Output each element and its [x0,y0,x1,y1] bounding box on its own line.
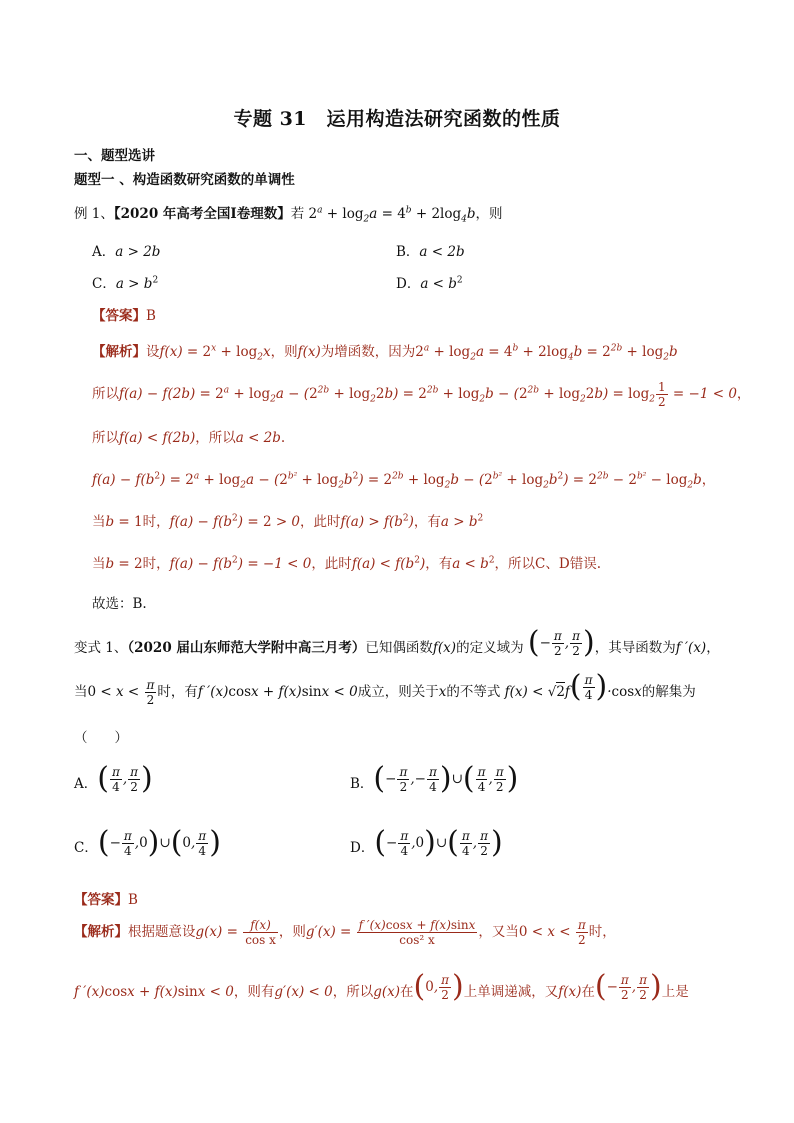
example1-label: 例 1、 [74,206,114,222]
variant1-line1: 变式 1、（2020 届山东师范大学附中高三月考）已知偶函数f(x)的定义域为 ( − $\frac{\pi}{2}$ , $\frac{\pi}{2}$ ) ，其导函数为f ′(x)， [74,625,720,660]
example1-analysis-line3: 所以f(a) < f(2b)，所以a < 2b. [92,430,286,446]
example1-equation: $2^a + \log_2a = 4^b + 2\log_4b$ [308,205,476,225]
example1-option-b: B．a < 2b [396,244,465,260]
example1-source: 【2020 年高考全国Ⅰ卷理数】 [113,206,291,222]
variant1-blank: （ ） [74,730,128,746]
variant1-analysis-line1: 【解析】根据题意设g(x) = $\frac{f(x)}{\text{cos x}}$ ，则g′(x) = $\frac{f '(x)\cos x + f(x)\sin x}{\text{cos² x}}$ ，又当0 < x < $\frac{\pi}{2}$ 时， [74,918,616,947]
section-heading: 一、题型选讲 [74,148,155,164]
example1-conclusion: 故选：B. [92,596,147,612]
example1-option-a: A．a > 2b [92,244,161,260]
variant1-line2: 当0 < x < $\frac{\pi}{2}$ 时，有f ′(x)cosx + f(x)sinx < 0成立，则关于x的不等式 f(x) < √2f ( $\frac{\pi}{4}$ ) ·cosx的解集为 [74,669,696,707]
variant1-option-a: A． ( $\frac{\pi}{4}$ , $\frac{\pi}{2}$ ) [74,761,153,796]
example1-analysis-line6: 当b = 2时，$f(a) - f(b^2) = -1 < 0$，此时$f(a) < f(b^2)$，有$a < b^2$，所以C、D错误. [92,555,601,572]
variant1-answer: 【答案】B [74,892,138,908]
subsection-heading: 题型一 、构造函数研究函数的单调性 [74,172,295,188]
example1-stem: 例 1、【2020 年高考全国Ⅰ卷理数】若 $2^a + \log_2a = 4^b + 2\log_4b$，则 [74,205,503,225]
variant1-option-d: D． ( − $\frac{\pi}{4}$ , 0 ) ∪ ( $\frac{\pi}{4}$ , $\frac{\pi}{2}$ ) [350,825,503,860]
example1-analysis-line1: 【解析】设$f(x) = 2^x + \log_2x$，则f(x)为增函数，因为$2^a + \log_2a = 4^b + 2\log_4b = 2^{2b} + \log_2b$ [92,343,678,363]
example1-analysis-line5: 当b = 1时，$f(a) - f(b^2) = 2 > 0$，此时$f(a) > f(b^2)$，有$a > b^2$ [92,513,484,530]
example1-option-d: D．$a < b^2$ [396,275,463,292]
variant1-option-c: C． ( − $\frac{\pi}{4}$ , 0 ) ∪ ( 0 , $\frac{\pi}{4}$ ) [74,825,221,860]
example1-answer: 【答案】B [92,308,156,324]
variant1-option-b: B． ( − $\frac{\pi}{2}$ ,− $\frac{\pi}{4}$ ) ∪ ( $\frac{\pi}{4}$ , $\frac{\pi}{2}$ ) [350,761,519,796]
example1-analysis-line2: 所以$f(a) - f(2b) = 2^a + \log_2a - (2^{2b} + \log_22b) = 2^{2b} + \log_2b - (2^{2b} + \log_22b) = \log_2$ $\frac{1}{2}$ = −1 < 0， [92,380,751,409]
example1-option-c: C．$a > b^2$ [92,275,159,292]
variant1-analysis-line2: f ′(x)cosx + f(x)sinx < 0，则有g′(x) < 0，所以g(x)在 ( 0 , $\frac{\pi}{2}$ ) 上单调递减，又f(x)在 ( − $\frac{\pi}{2}$ , $\frac{\pi}{2}$ ) 上是 [74,969,689,1004]
example1-analysis-line4: $f(a) - f(b^2) = 2^a + \log_2a - (2^{b^2} + \log_2b^2) = 2^{2b} + \log_2b - (2^{b^2} + \log_2b^2) = 2^{2b} - 2^{b^2} - \log_2b$， [92,471,716,491]
page-title: 专题 31 运用构造法研究函数的性质 [233,108,561,130]
